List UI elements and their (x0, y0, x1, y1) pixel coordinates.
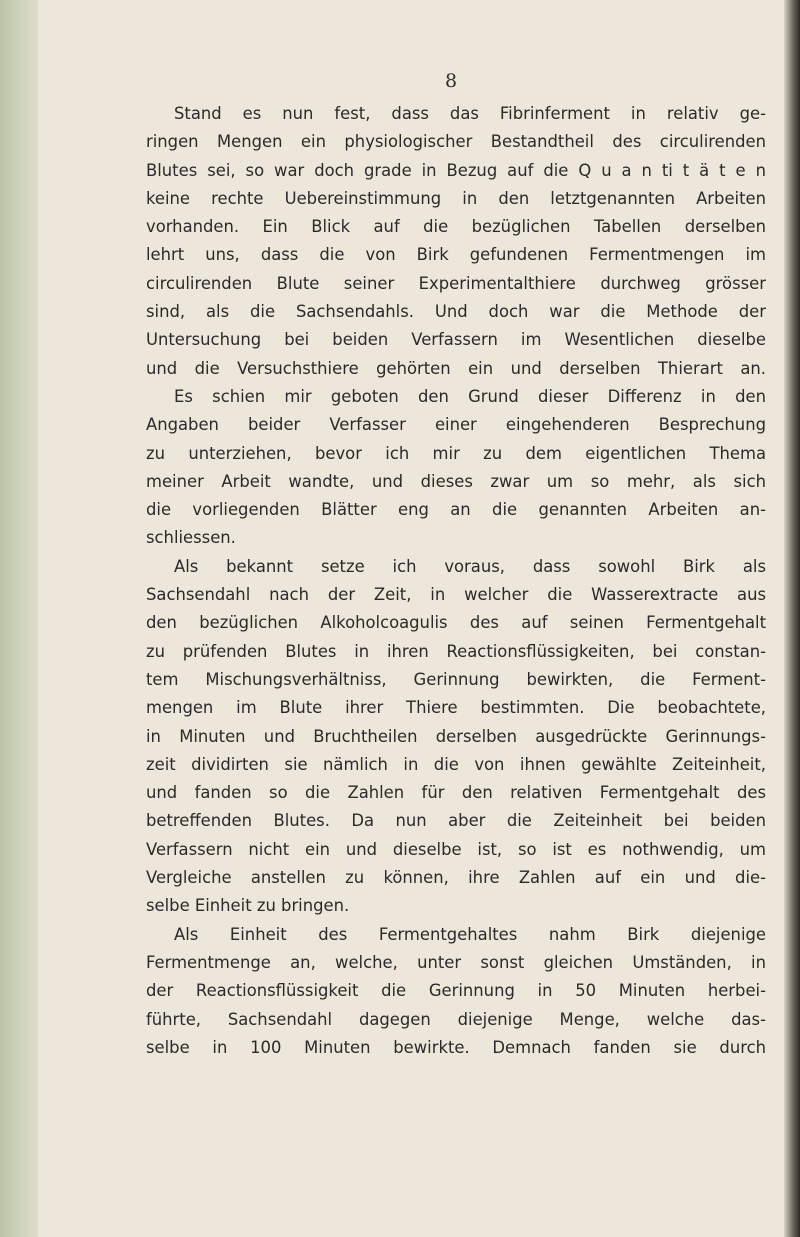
left-binding-edge (0, 0, 38, 1237)
text-line: vorhanden. Ein Blick auf die bezüglichen Tabellen derselben (146, 217, 766, 237)
text-line: in Minuten und Bruchtheilen derselben ausgedrückte Gerinnungs- (146, 726, 766, 746)
text-line: Blutes sei, so war doch grade in Bezug auf die Q u a n ti t ä t e n (146, 160, 766, 180)
page-number: 8 (445, 70, 458, 92)
text-line: ringen Mengen ein physiologischer Bestandtheil des circulirenden (146, 132, 766, 152)
text-line: und die Versuchsthiere gehörten ein und derselben Thierart an. (146, 358, 766, 378)
text-line: Als Einheit des Fermentgehaltes nahm Birk diejenige (174, 924, 766, 944)
text-line: Angaben beider Verfasser einer eingehenderen Besprechung (146, 415, 766, 435)
text-line: betreffenden Blutes. Da nun aber die Zeiteinheit bei beiden (146, 811, 766, 831)
text-line: Es schien mir geboten den Grund dieser Differenz in den (174, 386, 766, 406)
text-line: führte, Sachsendahl dagegen diejenige Menge, welche das- (146, 1009, 766, 1029)
text-line: keine rechte Uebereinstimmung in den letztgenannten Arbeiten (146, 188, 766, 208)
text-line: Verfassern nicht ein und dieselbe ist, so ist es nothwendig, um (146, 839, 766, 859)
right-page-edge (784, 0, 800, 1237)
text-line: den bezüglichen Alkoholcoagulis des auf seinen Fermentgehalt (146, 613, 766, 633)
text-line: der Reactionsflüssigkeit die Gerinnung in 50 Minuten herbei- (146, 981, 766, 1001)
text-line: Untersuchung bei beiden Verfassern im Wesentlichen dieselbe (146, 330, 766, 350)
text-line: die vorliegenden Blätter eng an die genannten Arbeiten an- (146, 500, 766, 520)
text-line: tem Mischungsverhältniss, Gerinnung bewirkten, die Ferment- (146, 669, 766, 689)
text-line: sind, als die Sachsendahls. Und doch war die Methode der (146, 302, 766, 322)
text-line: Sachsendahl nach der Zeit, in welcher die Wasserextracte aus (146, 585, 766, 605)
text-line: Fermentmenge an, welche, unter sonst gleichen Umständen, in (146, 952, 766, 972)
text-line: zu unterziehen, bevor ich mir zu dem eigentlichen Thema (146, 443, 766, 463)
body-text (146, 100, 766, 1062)
text-line: zeit dividirten sie nämlich in die von ihnen gewählte Zeiteinheit, (146, 754, 766, 774)
text-line: schliessen. (146, 528, 236, 548)
text-line: circulirenden Blute seiner Experimentalthiere durchweg grösser (146, 273, 766, 293)
text-line: selbe Einheit zu bringen. (146, 896, 350, 916)
text-line: meiner Arbeit wandte, und dieses zwar um so mehr, als sich (146, 471, 766, 491)
text-line: Vergleiche anstellen zu können, ihre Zahlen auf ein und die- (146, 868, 766, 888)
text-line: zu prüfenden Blutes in ihren Reactionsflüssigkeiten, bei constan- (146, 641, 766, 661)
text-line: lehrt uns, dass die von Birk gefundenen Fermentmengen im (146, 245, 766, 265)
text-line: Als bekannt setze ich voraus, dass sowohl Birk als (174, 556, 766, 576)
text-line: und fanden so die Zahlen für den relativen Fermentgehalt des (146, 783, 766, 803)
text-line: mengen im Blute ihrer Thiere bestimmten. Die beobachtete, (146, 698, 766, 718)
text-line: Stand es nun fest, dass das Fibrinferment in relativ ge- (174, 104, 766, 123)
text-line: selbe in 100 Minuten bewirkte. Demnach fanden sie durch (146, 1037, 766, 1057)
